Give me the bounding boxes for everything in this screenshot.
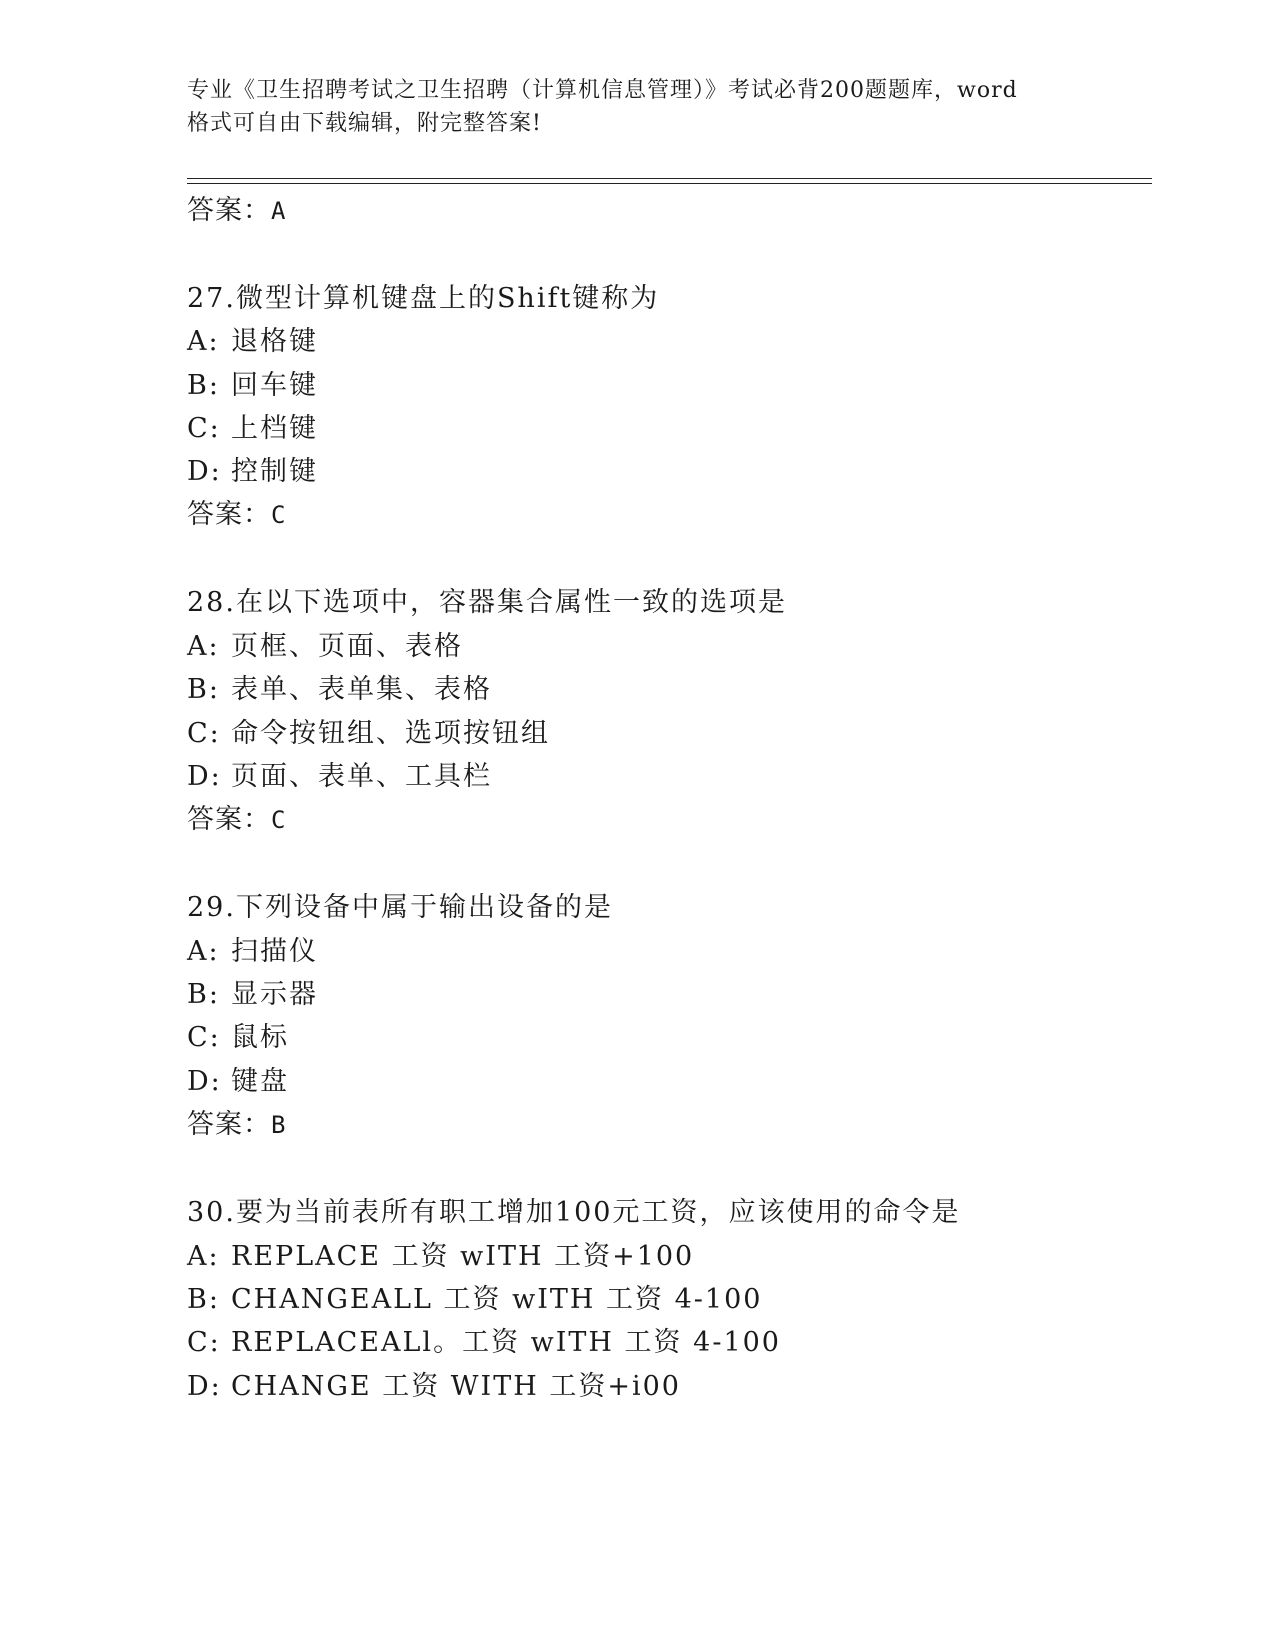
answer-label: 答案： (187, 499, 271, 530)
header-divider-bottom (187, 183, 1152, 184)
document-header (187, 74, 1087, 140)
option-text: REPLACEALl。工资 wITH 工资 4-100 (231, 1327, 781, 1358)
option-letter: D: (187, 456, 222, 487)
option-letter: B: (187, 979, 220, 1010)
option-30-d (187, 1364, 681, 1403)
answer-label: 答案： (187, 1109, 271, 1140)
option-28-d (187, 754, 492, 793)
option-29-d (187, 1059, 289, 1098)
option-text: 退格键 (231, 326, 318, 357)
option-letter: C: (187, 718, 221, 749)
option-28-a (187, 624, 463, 663)
option-27-c (187, 406, 318, 445)
option-letter: C: (187, 413, 221, 444)
answer-label: 答案： (187, 195, 271, 226)
option-text: 扫描仪 (231, 936, 318, 967)
option-27-b (187, 363, 318, 402)
option-text: 控制键 (231, 456, 318, 487)
option-letter: D: (187, 1371, 222, 1402)
option-text: 显示器 (231, 979, 318, 1010)
answer-value: C (271, 501, 287, 529)
question-29: 29.下列设备中属于输出设备的是 (187, 892, 613, 923)
answer-line-28 (187, 797, 286, 836)
option-text: REPLACE 工资 wITH 工资+100 (231, 1241, 695, 1272)
option-29-a (187, 929, 318, 968)
option-text: 回车键 (231, 370, 318, 401)
option-letter: B: (187, 1284, 220, 1315)
option-text: 表单、表单集、表格 (231, 674, 492, 705)
answer-line-29 (187, 1102, 286, 1141)
option-text: CHANGEALL 工资 wITH 工资 4-100 (231, 1284, 763, 1315)
option-27-d (187, 449, 318, 488)
answer-line-26 (187, 188, 286, 227)
option-text: CHANGE 工资 WITH 工资+i00 (231, 1371, 681, 1402)
option-text: 鼠标 (231, 1022, 289, 1053)
option-28-b (187, 667, 492, 706)
option-letter: A: (187, 1241, 220, 1272)
option-letter: D: (187, 761, 222, 792)
answer-line-27 (187, 492, 286, 531)
option-29-b (187, 972, 318, 1011)
option-30-c (187, 1320, 781, 1359)
option-text: 键盘 (231, 1066, 289, 1097)
header-line-2: 格式可自由下载编辑，附完整答案! (187, 111, 542, 136)
answer-value: B (271, 1111, 287, 1139)
header-divider-top (187, 178, 1152, 179)
option-letter: C: (187, 1327, 221, 1358)
option-text: 页框、页面、表格 (231, 631, 463, 662)
option-letter: D: (187, 1066, 222, 1097)
option-letter: C: (187, 1022, 221, 1053)
option-29-c (187, 1015, 289, 1054)
answer-label: 答案： (187, 804, 271, 835)
option-letter: B: (187, 674, 220, 705)
header-line-1: 专业《卫生招聘考试之卫生招聘（计算机信息管理）》考试必背200题题库，word (187, 78, 1018, 103)
option-27-a (187, 319, 318, 358)
question-28: 28.在以下选项中，容器集合属性一致的选项是 (187, 587, 787, 618)
answer-value: C (271, 806, 287, 834)
option-letter: A: (187, 326, 220, 357)
question-27: 27.微型计算机键盘上的Shift键称为 (187, 283, 660, 314)
answer-value: A (271, 197, 287, 225)
option-letter: A: (187, 936, 220, 967)
option-text: 页面、表单、工具栏 (231, 761, 492, 792)
option-letter: B: (187, 370, 220, 401)
option-text: 上档键 (231, 413, 318, 444)
question-30: 30.要为当前表所有职工增加100元工资，应该使用的命令是 (187, 1197, 961, 1228)
option-30-a (187, 1234, 694, 1273)
option-30-b (187, 1277, 762, 1316)
option-text: 命令按钮组、选项按钮组 (231, 718, 550, 749)
option-letter: A: (187, 631, 220, 662)
option-28-c (187, 711, 550, 750)
